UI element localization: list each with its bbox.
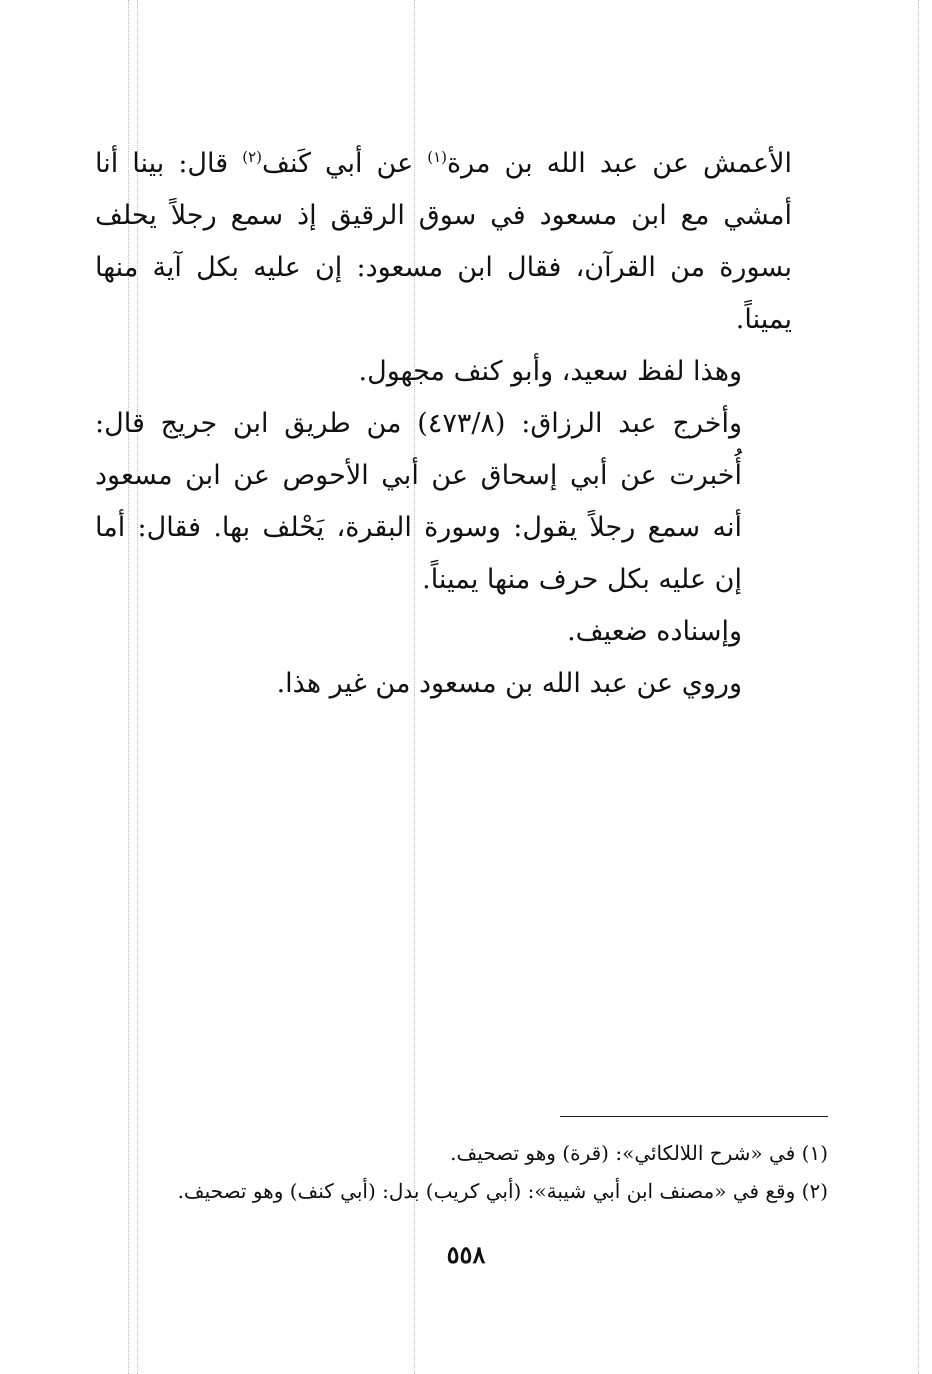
footnotes (100, 1134, 828, 1210)
footnote-separator (560, 1116, 828, 1117)
page-number: ٥٥٨ (446, 1240, 486, 1269)
footnote-ref: (١) (427, 148, 448, 166)
paragraph: وهذا لفظ سعيد، وأبو كنف مجهول. (358, 356, 742, 387)
paragraph-text: عن أبي كَنف (262, 148, 428, 179)
footnote (100, 1134, 828, 1172)
footnote-text: في «شرح اللالكائي»: (قرة) وهو تصحيف. (450, 1141, 796, 1165)
main-text (95, 138, 792, 710)
paragraph: وإسناده ضعيف. (567, 616, 742, 647)
paragraph: وأخرج عبد الرزاق: (٤٧٣/٨) من طريق ابن جريج قال: أُخبرت عن أبي إسحاق عن أبي الأحوص عن ابن مسعود أنه سمع رجلاً يقول: وسورة البقرة، يَحْلف بها. فقال: أما إن عليه بكل حرف منها يميناً. (95, 408, 742, 595)
footnote-marker: (٢) (801, 1179, 828, 1203)
footnote-ref: (٢) (242, 148, 262, 166)
footnote (100, 1172, 828, 1210)
paragraph: وروي عن عبد الله بن مسعود من غير هذا. (276, 668, 742, 699)
paragraph-text: قال: بينا أنا أمشي مع ابن مسعود في سوق الرقيق إذ سمع رجلاً يحلف بسورة من القرآن، فقال ابن مسعود: إن عليه بكل آية منها يميناً. (95, 148, 792, 335)
paragraph-text: الأعمش عن عبد الله بن مرة (447, 148, 793, 179)
paragraph (95, 138, 792, 346)
footnote-marker: (١) (801, 1141, 828, 1165)
footnote-text: وقع في «مصنف ابن أبي شيبة»: (أبي كريب) بدل: (أبي كنف) وهو تصحيف. (177, 1179, 796, 1203)
margin-dotted-line (918, 0, 919, 1374)
